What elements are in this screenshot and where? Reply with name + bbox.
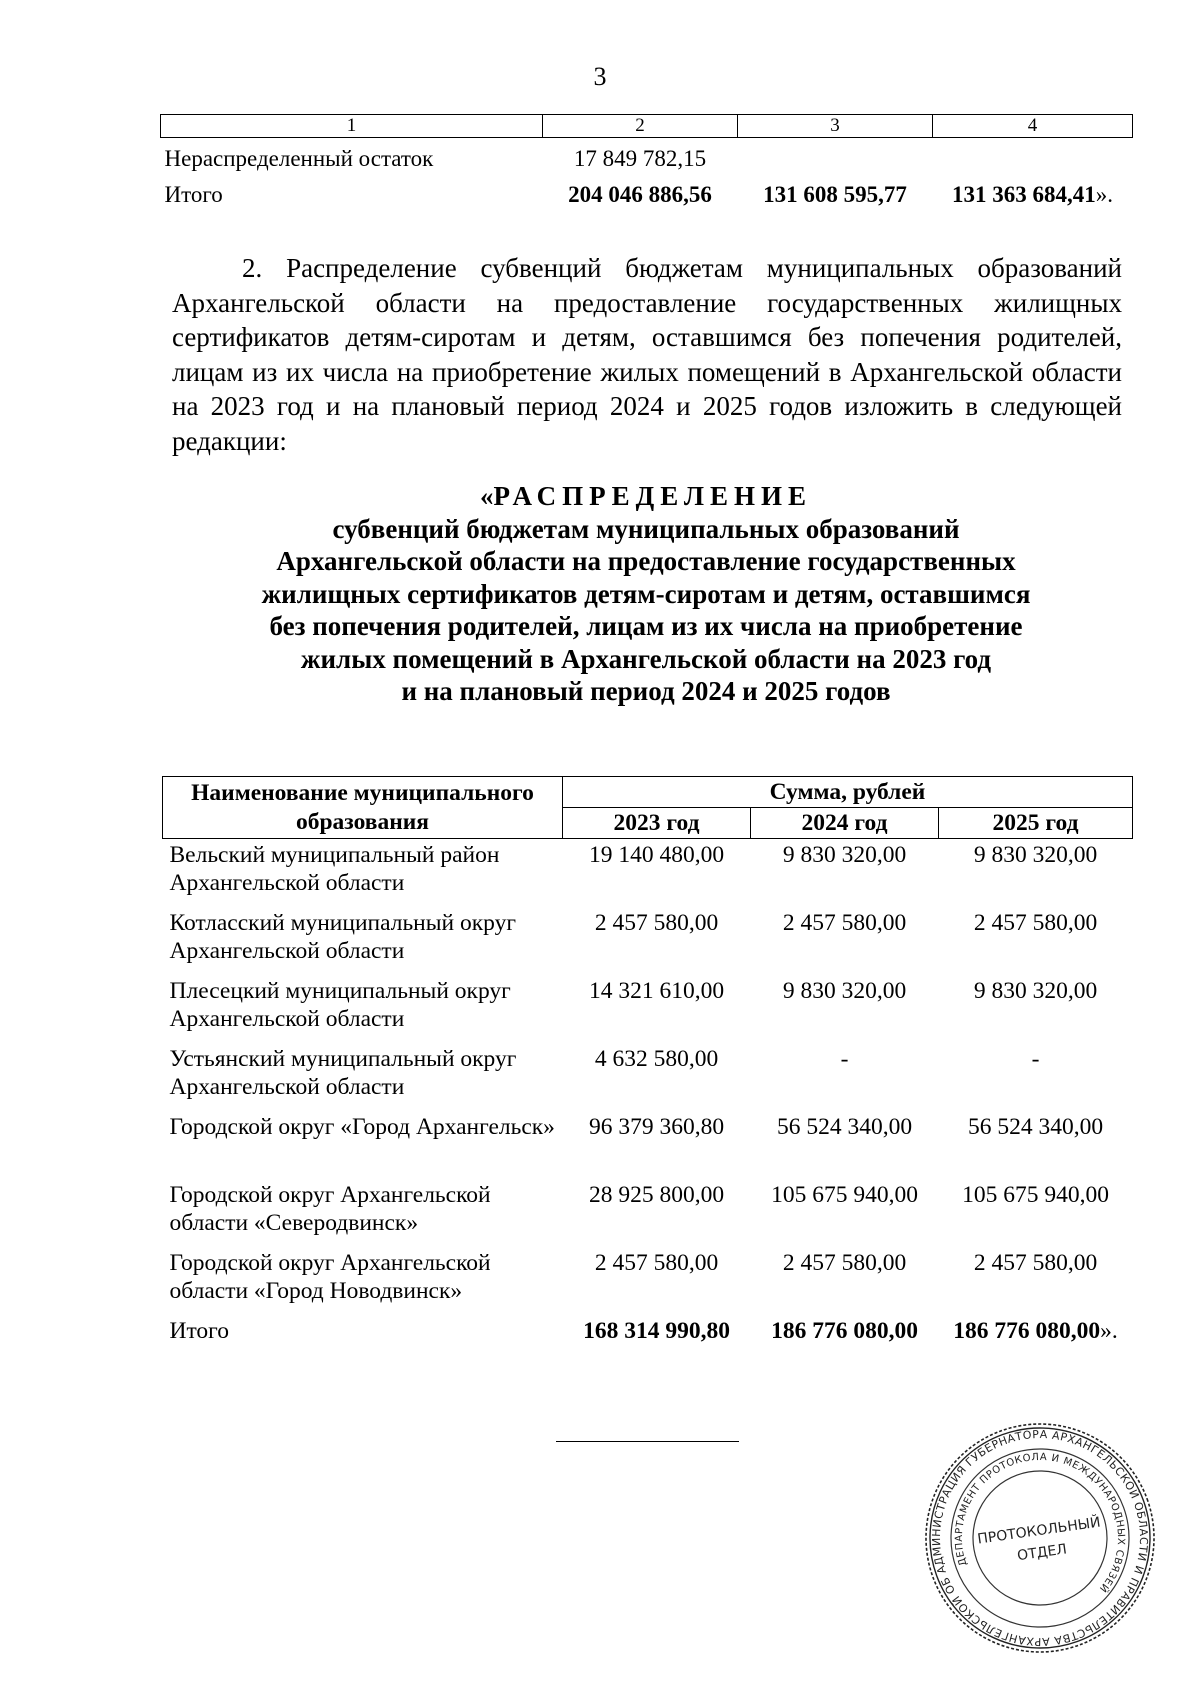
section-heading: [160, 480, 1132, 708]
total-value-2025: 131 363 684,41: [952, 182, 1096, 207]
row-name: Итого: [164, 182, 223, 207]
value-2024: 105 675 940,00: [771, 1182, 918, 1208]
row-value-2024: [738, 138, 933, 173]
stamp-outer-text: АДМИНИСТРАЦИЯ ГУБЕРНАТОРА АРХАНГЕЛЬСКОЙ ОБЛАСТИ И ПРАВИТЕЛЬСТВА АРХАНГЕЛЬСКОЙ ОБЛАСТИ: [929, 1427, 1151, 1649]
total-label: Итого: [169, 1318, 229, 1344]
municipality-name: Устьянский муниципальный округ Архангельской области: [169, 1046, 517, 1100]
municipality-name: Котласский муниципальный округ Архангельской области: [169, 910, 516, 964]
total-row: [163, 1315, 1133, 1353]
heading-line: без попечения родителей, лицам из их числа на приобретение: [269, 611, 1023, 641]
table-row: [163, 975, 1133, 1043]
header-year: 2024 год: [751, 808, 939, 839]
distribution-table: [162, 776, 1133, 1353]
value-2024: -: [840, 1046, 849, 1072]
column-number: 4: [933, 115, 1133, 138]
value-2025: 9 830 320,00: [973, 842, 1098, 868]
municipality-name: Городской округ Архангельской области «Северодвинск»: [169, 1182, 491, 1236]
value-2024: 2 457 580,00: [782, 910, 907, 936]
total-row: [161, 172, 1133, 218]
value-2025: 56 524 340,00: [967, 1114, 1104, 1140]
table-row: [163, 907, 1133, 975]
total-value-2024: 131 608 595,77: [763, 182, 907, 207]
heading-line: субвенций бюджетам муниципальных образований: [332, 513, 960, 544]
value-2023: 4 632 580,00: [594, 1046, 719, 1072]
column-number-row: [161, 115, 1133, 138]
value-2025: 105 675 940,00: [962, 1182, 1109, 1208]
closing-quote: ».: [1095, 182, 1113, 207]
page-number: 3: [593, 62, 607, 91]
value-2024: 9 830 320,00: [782, 842, 907, 868]
column-number: 1: [161, 115, 543, 138]
end-rule: [556, 1441, 739, 1442]
heading-title: РАСПРЕДЕЛЕНИЕ: [493, 481, 813, 511]
municipality-name: Вельский муниципальный район Архангельской области: [169, 842, 500, 896]
closing-quote: ».: [1100, 1318, 1118, 1344]
header-year: 2025 год: [939, 808, 1133, 839]
total-2024: 186 776 080,00: [771, 1318, 918, 1344]
table-row: [161, 138, 1133, 173]
value-2024: 2 457 580,00: [782, 1250, 907, 1276]
row-value-2025: [933, 138, 1133, 173]
value-2023: 28 925 800,00: [588, 1182, 725, 1208]
value-2023: 19 140 480,00: [588, 842, 725, 868]
official-stamp: [920, 1418, 1160, 1658]
value-2024: 56 524 340,00: [776, 1114, 913, 1140]
municipality-name: Плесецкий муниципальный округ Архангельской области: [169, 978, 511, 1032]
header-year: 2023 год: [563, 808, 751, 839]
table-row: [163, 1043, 1133, 1111]
stamp-center-line: ПРОТОКОЛЬНЫЙ: [976, 1514, 1102, 1548]
amendment-paragraph: 2. Распределение субвенций бюджетам муниципальных образований Архангельской области на предоставление государственных жилищных сертификатов детям-сиротам и детям, оставшимся без попечения родителей, лицам из их числа на приобретение жилых помещений в Архангельской области на 2023 год и на плановый период 2024 и 2025 годов изложить в следующей редакции:: [172, 253, 1122, 456]
value-2023: 2 457 580,00: [594, 910, 719, 936]
table-row: [163, 1179, 1133, 1247]
value-2023: 14 321 610,00: [588, 978, 725, 1004]
heading-line: и на плановый период 2024 и 2025 годов: [401, 676, 891, 706]
heading-line: жилых помещений в Архангельской области на 2023 год: [300, 643, 992, 674]
value-2025: 2 457 580,00: [973, 910, 1098, 936]
table-row: [163, 839, 1133, 908]
header-municipality: Наименование муниципального образования: [163, 777, 563, 839]
stamp-inner-text: ДЕПАРТАМЕНТ ПРОТОКОЛА И МЕЖДУНАРОДНЫХ СВЯЗЕЙ: [953, 1451, 1127, 1595]
table-row: [163, 1247, 1133, 1315]
row-name: Нераспределенный остаток: [164, 146, 434, 171]
heading-line: жилищных сертификатов детям-сиротам и детям, оставшимся: [261, 578, 1031, 609]
column-number: 2: [543, 115, 738, 138]
total-2023: 168 314 990,80: [583, 1318, 730, 1344]
heading-line: Архангельской области на предоставление государственных: [276, 546, 1016, 576]
column-number: 3: [738, 115, 933, 138]
value-2025: 2 457 580,00: [973, 1250, 1098, 1276]
value-2023: 96 379 360,80: [588, 1114, 725, 1140]
total-value-2023: 204 046 886,56: [568, 182, 712, 207]
row-value-2023: 17 849 782,15: [573, 146, 707, 171]
value-2023: 2 457 580,00: [594, 1250, 719, 1276]
value-2025: -: [1031, 1046, 1040, 1072]
table-row: [163, 1111, 1133, 1179]
value-2024: 9 830 320,00: [782, 978, 907, 1004]
continuation-table: [160, 114, 1133, 218]
stamp-center-line: ОТДЕЛ: [1016, 1541, 1068, 1565]
header-sum: Сумма, рублей: [563, 777, 1133, 808]
open-quote: «: [479, 481, 494, 511]
value-2025: 9 830 320,00: [973, 978, 1098, 1004]
municipality-name: Городской округ «Город Архангельск»: [169, 1114, 555, 1140]
total-2025: 186 776 080,00: [953, 1318, 1101, 1344]
municipality-name: Городской округ Архангельской области «Город Новодвинск»: [169, 1250, 491, 1304]
